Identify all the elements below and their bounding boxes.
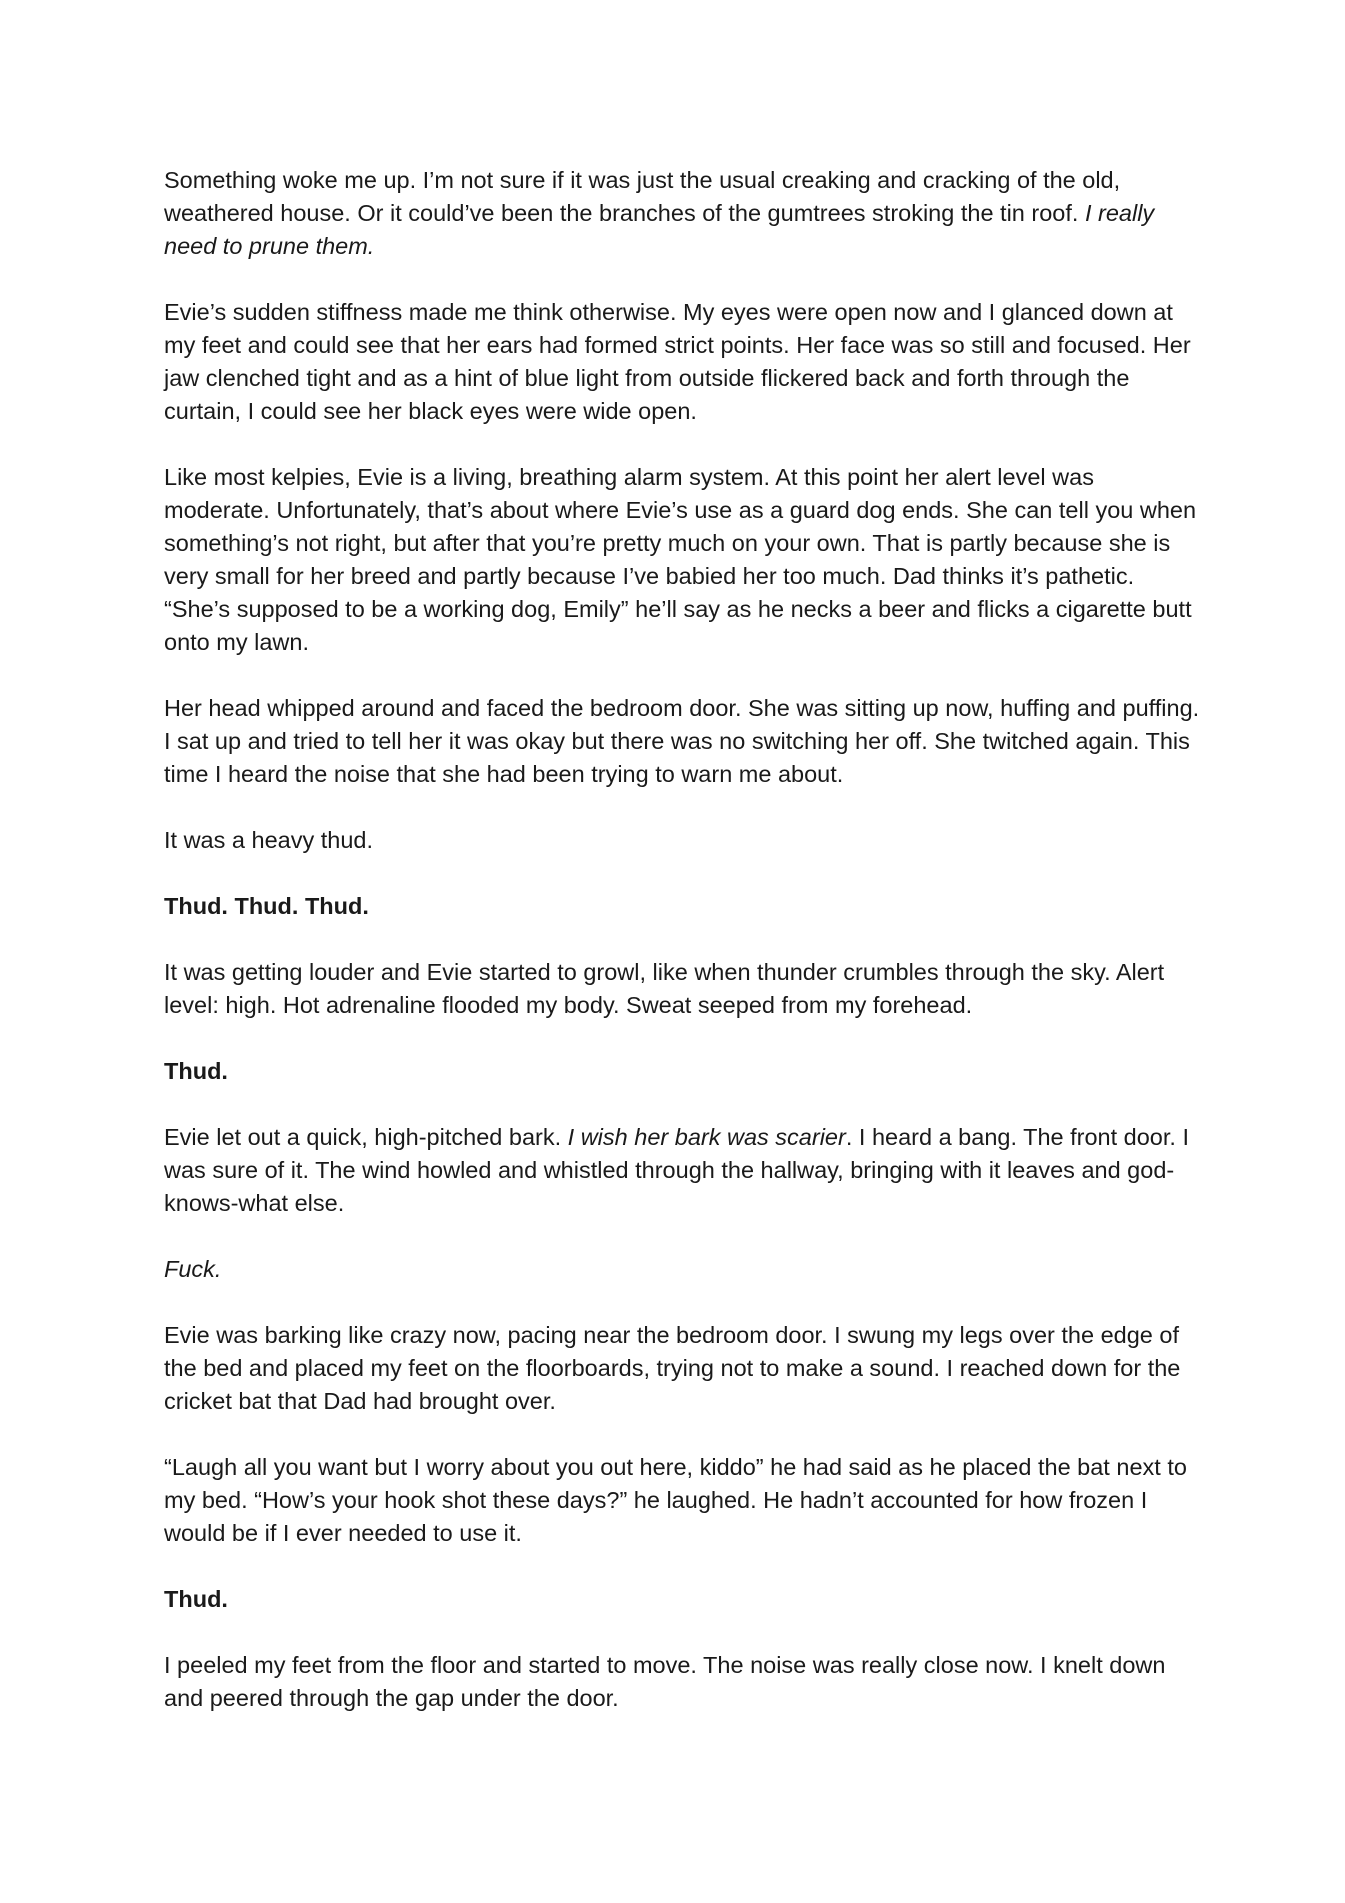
paragraph-9 [164,1121,1204,1220]
italic-thought: Fuck. [164,1256,222,1282]
text-segment: Like most kelpies, Evie is a living, breathing alarm system. At this point her alert level was moderate. Unfortunately, that’s about where Evie’s use as a guard dog ends. She can tell you when something’s not right, but after that you’re pretty much on your own. That is partly because she is very small for her breed and partly because I’ve babied her too much. Dad thinks it’s pathetic. “She’s supposed to be a working dog, Emily” he’ll say as he necks a beer and flicks a cigarette butt onto my lawn. [164,464,1197,655]
bold-sound-effect: Thud. [164,1058,228,1084]
text-segment: I peeled my feet from the floor and started to move. The noise was really close now. I knelt down and peered through the gap under the door. [164,1652,1166,1711]
paragraph-5 [164,824,1204,857]
bold-sound-effect: Thud. Thud. Thud. [164,893,369,919]
text-segment: It was a heavy thud. [164,827,374,853]
italic-thought: I wish her bark was scarier [567,1124,846,1150]
story-text [164,164,1204,1715]
paragraph-6 [164,890,1204,923]
text-segment: Something woke me up. I’m not sure if it was just the usual creaking and cracking of the old, weathered house. Or it could’ve been the branches of the gumtrees stroking the tin roof. [164,167,1121,226]
bold-sound-effect: Thud. [164,1586,228,1612]
text-segment: Her head whipped around and faced the bedroom door. She was sitting up now, huffing and puffing. I sat up and tried to tell her it was okay but there was no switching her off. She twitched again. This time I heard the noise that she had been trying to warn me about. [164,695,1200,787]
paragraph-1 [164,164,1204,263]
paragraph-11 [164,1319,1204,1418]
paragraph-4 [164,692,1204,791]
text-segment: . I heard a bang. The front door. I was sure of it. The wind howled and whistled through the hallway, bringing with it leaves and god-knows-what else. [164,1124,1189,1216]
text-segment: “Laugh all you want but I worry about you out here, kiddo” he had said as he placed the bat next to my bed. “How’s your hook shot these days?” he laughed. He hadn’t accounted for how frozen I would be if I ever needed to use it. [164,1454,1187,1546]
text-segment: Evie’s sudden stiffness made me think otherwise. My eyes were open now and I glanced down at my feet and could see that her ears had formed strict points. Her face was so still and focused. Her jaw clenched tight and as a hint of blue light from outside flickered back and forth through the curtain, I could see her black eyes were wide open. [164,299,1191,424]
text-segment: Evie was barking like crazy now, pacing near the bedroom door. I swung my legs over the edge of the bed and placed my feet on the floorboards, trying not to make a sound. I reached down for the cricket bat that Dad had brought over. [164,1322,1181,1414]
paragraph-3 [164,461,1204,659]
paragraph-13 [164,1583,1204,1616]
paragraph-10 [164,1253,1204,1286]
text-segment: It was getting louder and Evie started to growl, like when thunder crumbles through the sky. Alert level: high. Hot adrenaline flooded my body. Sweat seeped from my forehead. [164,959,1165,1018]
paragraph-7 [164,956,1204,1022]
paragraph-12 [164,1451,1204,1550]
paragraph-8 [164,1055,1204,1088]
italic-thought: I really need to prune them. [164,200,1155,259]
paragraph-2 [164,296,1204,428]
paragraph-14 [164,1649,1204,1715]
text-segment: Evie let out a quick, high-pitched bark. [164,1124,568,1150]
